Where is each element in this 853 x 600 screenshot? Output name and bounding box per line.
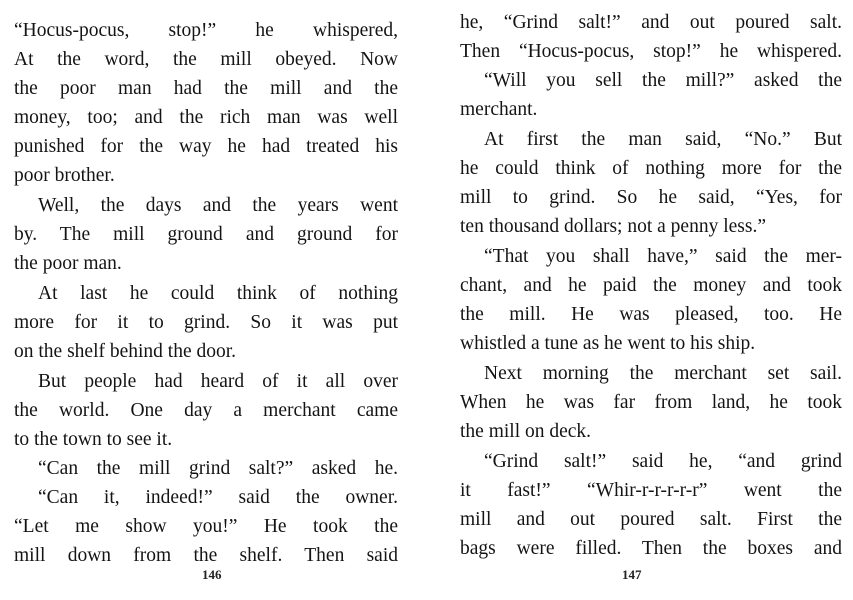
text-line: poor brother. (14, 165, 115, 186)
text-line: the world. One day a merchant came (14, 400, 398, 421)
text-line: to the town to see it. (14, 429, 173, 450)
text-line: “Can the mill grind salt?” asked he. (38, 458, 398, 479)
text-line: he, “Grind salt!” and out poured salt. (460, 12, 842, 33)
page-number: 147 (622, 567, 642, 582)
text-line: bags were filled. Then the boxes and (460, 538, 842, 559)
text-line: At last he could think of nothing (38, 283, 398, 304)
text-line: he could think of nothing more for the (460, 158, 842, 179)
text-line: punished for the way he had treated his (14, 136, 398, 157)
text-line: Well, the days and the years went (38, 195, 398, 216)
text-line: whistled a tune as he went to his ship. (460, 333, 756, 354)
text-line: “Grind salt!” said he, “and grind (484, 451, 842, 472)
text-line: mill and out poured salt. First the (460, 509, 842, 530)
text-line: mill to grind. So he said, “Yes, for (460, 187, 842, 208)
text-line: mill down from the shelf. Then said (14, 545, 398, 566)
text-line: the poor man. (14, 253, 122, 274)
text-line: merchant. (460, 99, 538, 120)
text-line: “Will you sell the mill?” asked the (484, 70, 842, 91)
text-line: the mill on deck. (460, 421, 592, 442)
text-line: “Let me show you!” He took the (14, 516, 398, 537)
text-line: Next morning the merchant set sail. (484, 363, 842, 384)
text-line: At first the man said, “No.” But (484, 129, 842, 150)
text-line: on the shelf behind the door. (14, 341, 237, 362)
left-page (14, 0, 398, 600)
text-line: ten thousand dollars; not a penny less.” (460, 216, 766, 237)
text-line: But people had heard of it all over (38, 371, 398, 392)
text-line: When he was far from land, he took (460, 392, 842, 413)
text-line: Then “Hocus-pocus, stop!” he whispered. (460, 41, 842, 62)
text-line: “That you shall have,” said the mer- (484, 246, 842, 267)
right-page (460, 0, 842, 600)
text-line: At the word, the mill obeyed. Now (14, 49, 398, 70)
text-line: it fast!” “Whir-r-r-r-r-r” went the (460, 480, 842, 501)
text-line: “Can it, indeed!” said the owner. (38, 487, 398, 508)
text-line: more for it to grind. So it was put (14, 312, 398, 333)
page-number: 146 (202, 567, 222, 582)
text-line: money, too; and the rich man was well (14, 107, 398, 128)
text-line: “Hocus-pocus, stop!” he whispered, (14, 20, 398, 41)
text-line: chant, and he paid the money and took (460, 275, 842, 296)
text-line: the poor man had the mill and the (14, 78, 398, 99)
text-line: the mill. He was pleased, too. He (460, 304, 842, 325)
text-line: by. The mill ground and ground for (14, 224, 398, 245)
